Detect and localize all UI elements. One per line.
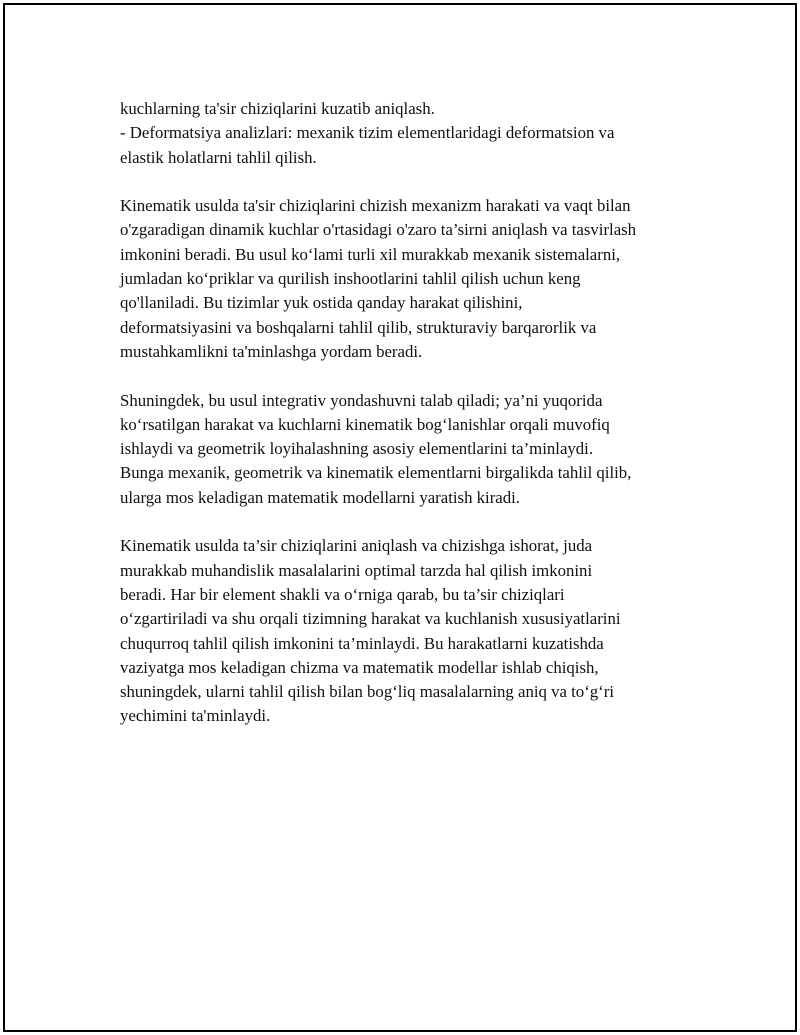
text-line: qo'llaniladi. Bu tizimlar yuk ostida qanday harakat qilishini, — [120, 293, 523, 313]
text-line: Shuningdek, bu usul integrativ yondashuvni talab qiladi; ya’ni yuqorida — [120, 390, 603, 410]
text-line: o'zgaradigan dinamik kuchlar o'rtasidagi o'zaro ta’sirni aniqlash va tasvirlash — [120, 220, 637, 240]
text-line: shuningdek, ularni tahlil qilish bilan bog‘liq masalalarning aniq va to‘g‘ri — [120, 682, 615, 702]
text-line: ularga mos keladigan matematik modellarni yaratish kiradi. — [120, 487, 520, 507]
text-line: Kinematik usulda ta'sir chiziqlarini chizish mexanizm harakati va vaqt bilan — [120, 196, 631, 216]
document-body — [120, 97, 700, 753]
paragraph-2 — [120, 194, 700, 364]
text-line: elastik holatlarni tahlil qilish. — [120, 147, 317, 167]
text-line: - Deformatsiya analizlari: mexanik tizim elementlaridagi deformatsion va — [120, 123, 615, 143]
text-line: Kinematik usulda ta’sir chiziqlarini aniqlash va chizishga ishorat, juda — [120, 536, 593, 556]
text-line: ko‘rsatilgan harakat va kuchlarni kinematik bog‘lanishlar orqali muvofiq — [120, 414, 610, 434]
text-line: beradi. Har bir element shakli va o‘rniga qarab, bu ta’sir chiziqlari — [120, 584, 565, 604]
text-line: vaziyatga mos keladigan chizma va matematik modellar ishlab chiqish, — [120, 657, 599, 677]
text-line: imkonini beradi. Bu usul ko‘lami turli xil murakkab mexanik sistemalarni, — [120, 244, 621, 264]
text-line: Bunga mexanik, geometrik va kinematik elementlarni birgalikda tahlil qilib, — [120, 463, 632, 483]
text-line: ishlaydi va geometrik loyihalashning asosiy elementlarini ta’minlaydi. — [120, 439, 594, 459]
paragraph-4 — [120, 534, 700, 728]
text-line: murakkab muhandislik masalalarini optimal tarzda hal qilish imkonini — [120, 560, 593, 580]
text-line: yechimini ta'minlaydi. — [120, 706, 271, 726]
text-line: chuqurroq tahlil qilish imkonini ta’minlaydi. Bu harakatlarni kuzatishda — [120, 633, 604, 653]
paragraph-1 — [120, 97, 700, 170]
text-line: o‘zgartiriladi va shu orqali tizimning harakat va kuchlanish xususiyatlarini — [120, 609, 621, 629]
text-line: mustahkamlikni ta'minlashga yordam beradi. — [120, 341, 423, 361]
text-line: jumladan ko‘priklar va qurilish inshootlarini tahlil qilish uchun keng — [120, 269, 581, 289]
text-line: deformatsiyasini va boshqalarni tahlil qilib, strukturaviy barqarorlik va — [120, 317, 597, 337]
paragraph-3 — [120, 389, 700, 510]
text-line: kuchlarning ta'sir chiziqlarini kuzatib aniqlash. — [120, 99, 435, 118]
page-frame — [3, 3, 797, 1032]
